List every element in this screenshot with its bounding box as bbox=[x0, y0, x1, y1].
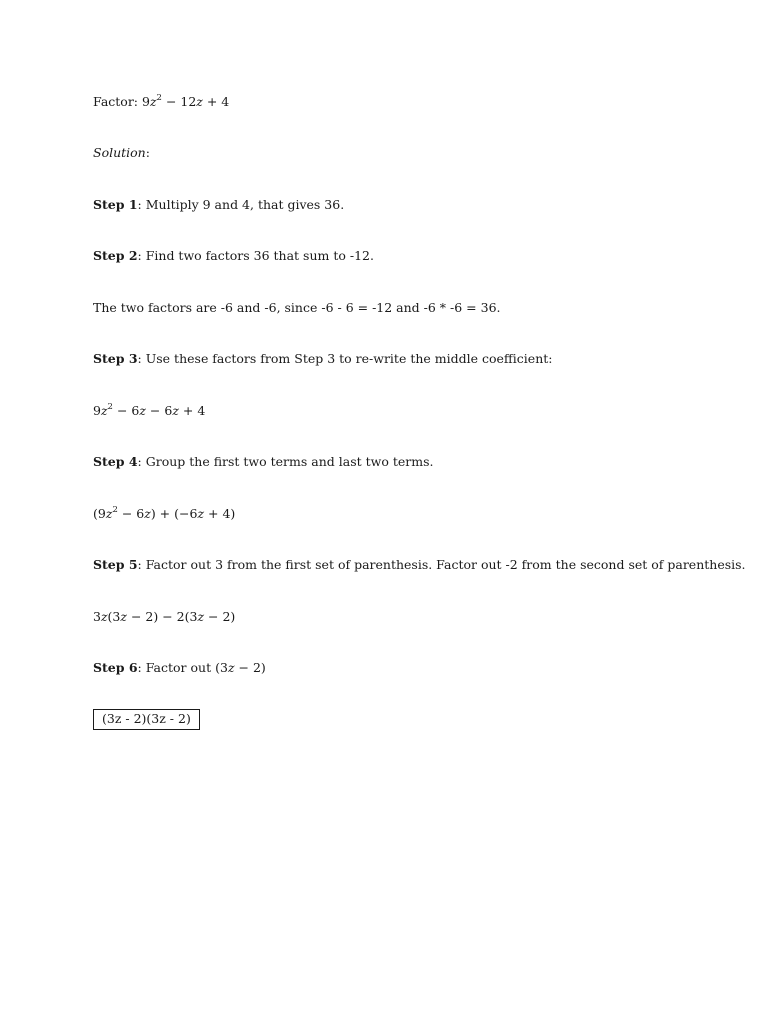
step-text: : Group the first two terms and last two terms. bbox=[137, 454, 434, 469]
step-text: : Find two factors 36 that sum to -12. bbox=[137, 248, 374, 263]
var: z bbox=[100, 609, 108, 624]
coef: 9 bbox=[93, 403, 101, 418]
rewrite-expression bbox=[93, 403, 205, 419]
term: − 6 bbox=[145, 403, 173, 418]
final-answer-box bbox=[93, 709, 200, 730]
step-text: : Factor out bbox=[137, 660, 216, 675]
var: z bbox=[227, 660, 235, 675]
step6-expression bbox=[215, 660, 266, 675]
problem-statement bbox=[93, 94, 229, 110]
problem-term3: + 4 bbox=[202, 94, 230, 109]
final-answer: (3z - 2)(3z - 2) bbox=[102, 711, 191, 726]
term: − 6 bbox=[112, 403, 140, 418]
solution-heading bbox=[93, 145, 150, 161]
term: ) + (−6 bbox=[150, 506, 198, 521]
step-6 bbox=[93, 660, 266, 676]
term: + 4) bbox=[204, 506, 236, 521]
exponent: 2 bbox=[112, 504, 118, 515]
step-1 bbox=[93, 197, 344, 213]
term: − 6 bbox=[117, 506, 145, 521]
solution-label: Solution bbox=[93, 145, 146, 160]
factored-expression bbox=[93, 609, 235, 625]
var: z bbox=[105, 506, 113, 521]
factors-note: The two factors are -6 and -6, since -6 - 6 = -12 and -6 * -6 = 36. bbox=[93, 300, 501, 315]
problem-term2: − 12 bbox=[161, 94, 197, 109]
term: + 4 bbox=[178, 403, 206, 418]
term: 3 bbox=[93, 609, 101, 624]
exponent: 2 bbox=[107, 401, 113, 412]
problem-var: z bbox=[149, 94, 157, 109]
var: z bbox=[197, 506, 205, 521]
problem-var: z bbox=[196, 94, 203, 109]
term: − 2) bbox=[204, 609, 236, 624]
step-label: Step 2 bbox=[93, 248, 138, 263]
term: (3 bbox=[215, 660, 228, 675]
term: (3 bbox=[107, 609, 121, 624]
problem-exponent: 2 bbox=[156, 92, 162, 103]
problem-prefix: Factor: bbox=[93, 94, 142, 109]
step-text: : Factor out 3 from the first set of parenthesis. Factor out -2 from the second set of parenthesis. bbox=[137, 557, 746, 572]
step-2 bbox=[93, 248, 374, 264]
term: − 2) bbox=[234, 660, 266, 675]
term: − 2) − 2(3 bbox=[126, 609, 198, 624]
step-text: : Use these factors from Step 3 to re-write the middle coefficient: bbox=[137, 351, 553, 366]
var: z bbox=[197, 609, 205, 624]
step-label: Step 4 bbox=[93, 454, 138, 469]
step-5 bbox=[93, 557, 746, 573]
var: z bbox=[120, 609, 127, 624]
step-3 bbox=[93, 351, 552, 367]
step-label: Step 3 bbox=[93, 351, 138, 366]
var: z bbox=[100, 403, 108, 418]
step-4 bbox=[93, 454, 433, 470]
term: (9 bbox=[93, 506, 106, 521]
step-label: Step 6 bbox=[93, 660, 138, 675]
step-label: Step 1 bbox=[93, 197, 138, 212]
var: z bbox=[144, 506, 151, 521]
grouped-expression bbox=[93, 506, 235, 522]
solution-colon: : bbox=[145, 145, 150, 160]
step-label: Step 5 bbox=[93, 557, 138, 572]
var: z bbox=[172, 403, 179, 418]
problem-coef: 9 bbox=[142, 94, 150, 109]
step-text: : Multiply 9 and 4, that gives 36. bbox=[137, 197, 345, 212]
var: z bbox=[139, 403, 146, 418]
